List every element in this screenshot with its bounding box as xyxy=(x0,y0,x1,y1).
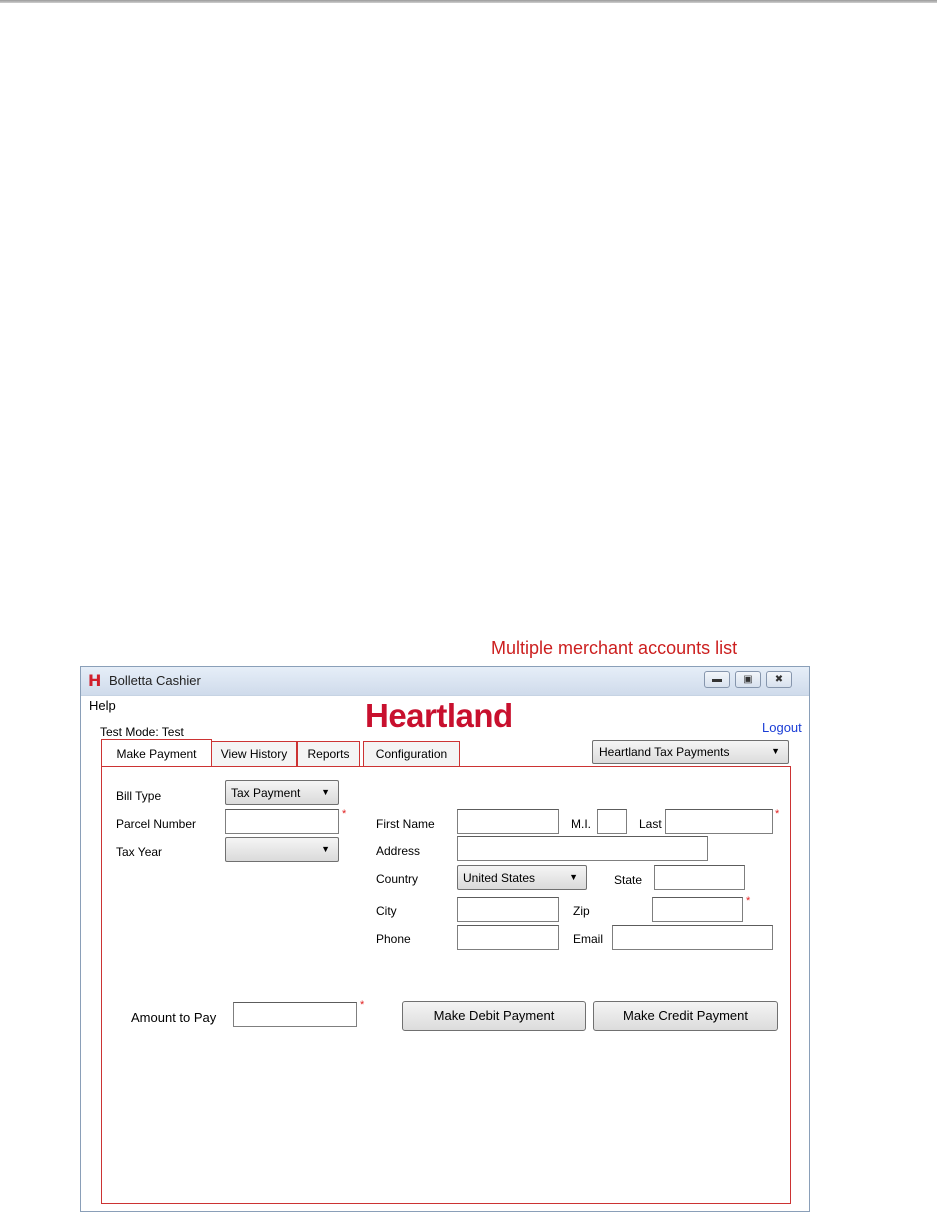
chevron-down-icon: ▼ xyxy=(771,746,780,756)
last-name-label: Last xyxy=(639,817,662,831)
country-value: United States xyxy=(463,871,536,885)
email-label: Email xyxy=(573,932,604,946)
annotation-label: Multiple merchant accounts list xyxy=(491,638,738,658)
maximize-icon: ▣ xyxy=(743,674,753,685)
amount-field[interactable] xyxy=(233,1002,357,1027)
tab-make-payment[interactable]: Make Payment xyxy=(101,739,212,766)
maximize-button[interactable] xyxy=(735,671,761,688)
app-logo-icon: H xyxy=(88,671,102,690)
title-bar xyxy=(81,667,809,696)
logout-link[interactable]: Logout xyxy=(762,720,802,735)
bill-type-value: Tax Payment xyxy=(231,786,301,800)
menu-help[interactable]: Help xyxy=(89,698,116,713)
city-field[interactable] xyxy=(457,897,559,922)
make-credit-payment-button[interactable]: Make Credit Payment xyxy=(593,1001,778,1031)
parcel-number-label: Parcel Number xyxy=(116,817,197,831)
minimize-button[interactable] xyxy=(704,671,730,688)
tab-configuration[interactable]: Configuration xyxy=(363,741,460,766)
chevron-down-icon: ▼ xyxy=(569,872,578,882)
phone-field[interactable] xyxy=(457,925,559,950)
required-marker: * xyxy=(342,808,347,820)
state-field[interactable] xyxy=(654,865,745,890)
bill-type-label: Bill Type xyxy=(116,789,162,803)
country-select[interactable] xyxy=(457,865,587,890)
email-field[interactable] xyxy=(612,925,773,950)
close-button[interactable] xyxy=(766,671,792,688)
chevron-down-icon: ▼ xyxy=(321,787,330,797)
merchant-account-select[interactable] xyxy=(592,740,789,764)
zip-label: Zip xyxy=(573,904,590,918)
tax-year-label: Tax Year xyxy=(116,845,163,859)
city-label: City xyxy=(376,904,397,918)
zip-field[interactable] xyxy=(652,897,743,922)
tax-year-select[interactable] xyxy=(225,837,339,862)
make-payment-panel xyxy=(101,766,791,1204)
first-name-label: First Name xyxy=(376,817,435,831)
mi-label: M.I. xyxy=(571,817,591,831)
address-field[interactable] xyxy=(457,836,708,861)
required-marker: * xyxy=(746,895,751,907)
required-marker: * xyxy=(360,999,365,1011)
app-window xyxy=(80,666,810,1212)
bill-type-select[interactable] xyxy=(225,780,339,805)
required-marker: * xyxy=(775,808,780,820)
window-title: Bolletta Cashier xyxy=(109,673,201,688)
make-debit-payment-button[interactable]: Make Debit Payment xyxy=(402,1001,586,1031)
heartland-logo: Heartland xyxy=(365,697,513,734)
merchant-account-value: Heartland Tax Payments xyxy=(599,745,730,759)
tab-reports[interactable]: Reports xyxy=(297,741,360,766)
test-mode-label: Test Mode: Test xyxy=(100,725,184,739)
last-name-field[interactable] xyxy=(665,809,773,834)
first-name-field[interactable] xyxy=(457,809,559,834)
minimize-icon: ▬ xyxy=(712,674,722,685)
phone-label: Phone xyxy=(376,932,411,946)
chevron-down-icon: ▼ xyxy=(321,844,330,854)
mi-field[interactable] xyxy=(597,809,627,834)
address-label: Address xyxy=(376,844,421,858)
tab-view-history[interactable]: View History xyxy=(211,741,297,766)
page-top-border xyxy=(0,0,937,3)
country-label: Country xyxy=(376,872,419,886)
parcel-number-field[interactable] xyxy=(225,809,339,834)
amount-label: Amount to Pay xyxy=(131,1010,217,1025)
state-label: State xyxy=(614,873,643,887)
close-icon: ✖ xyxy=(774,674,784,685)
